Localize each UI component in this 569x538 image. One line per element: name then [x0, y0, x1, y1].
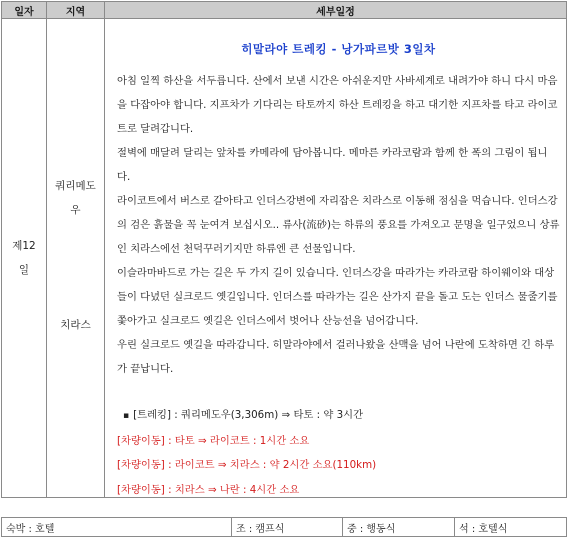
lodging-cell: 숙박 : 호텔 — [2, 518, 232, 537]
lunch-cell: 중 : 행동식 — [343, 518, 455, 537]
info-trekking-text: [트레킹] : 쿼리메도우(3,306m) ⇒ 타토 : 약 3시간 — [133, 409, 364, 421]
detail-title: 히말라야 트레킹 - 낭가파르밧 3일차 — [241, 42, 436, 56]
itinerary-table — [1, 1, 567, 498]
detail-paragraph: 라이코트에서 버스로 갈아타고 인더스강변에 자리잡은 치라스로 이동해 점심을 먹습니다. 인더스강의 검은 흙물을 꼭 눈여겨 보십시오.. 류사(流砂)는 하류의 풍요를 가져오고 문명을 일구었으니 상류인 치라스에선 천덕꾸러기지만 하류엔 큰 선물입니다. — [117, 195, 560, 255]
day-cell — [2, 19, 47, 498]
info-drive-1: [차량이동] : 타토 ⇒ 라이코트 : 1시간 소요 — [117, 434, 310, 447]
info-trekking — [117, 403, 560, 429]
header-day: 일자 — [2, 2, 47, 19]
region-cell — [47, 19, 105, 498]
transport-info — [117, 403, 560, 502]
header-region: 지역 — [47, 2, 105, 19]
footer-row — [2, 518, 567, 537]
detail-body — [117, 69, 560, 381]
breakfast-cell: 조 : 캠프식 — [232, 518, 343, 537]
detail-paragraph: 절벽에 매달려 달리는 앞차를 카메라에 담아봅니다. 메마른 카라코람과 함께 한 폭의 그림이 됩니다. — [117, 147, 548, 183]
info-drive-2: [차량이동] : 라이코트 ⇒ 치라스 : 약 2시간 소요(110km) — [117, 459, 377, 471]
day-row — [2, 19, 567, 498]
bullet-icon: ▪ — [123, 411, 130, 421]
region-querymeadow: 쿼리메도우 — [55, 180, 96, 216]
header-row — [2, 2, 567, 19]
detail-paragraph: 아침 일찍 하산을 서두릅니다. 산에서 보낸 시간은 아쉬운지만 사바세계로 내려가야 하니 다시 마음을 다잡아야 합니다. 지프차가 기다리는 타토까지 하산 트레킹을 하고 대기한 지프차를 타고 라이코트로 달려갑니다. — [117, 75, 558, 135]
detail-paragraph: 이슬라마바드로 가는 길은 두 가지 길이 있습니다. 인더스강을 따라가는 카라코람 하이웨이와 대상들이 다녔던 실크로드 옛길입니다. 인더스를 따라가는 길은 산가지 끝을 돌고 도는 인더스 물줄기를 쫓아가고 실크로드 옛길은 인더스에서 벗어나 산능선을 넘어갑니다. — [117, 267, 558, 327]
day-label: 제12일 — [12, 240, 36, 276]
dinner-cell: 석 : 호텔식 — [455, 518, 567, 537]
info-drive-3: [차량이동] : 치라스 ⇒ 나란 : 4시간 소요 — [117, 483, 300, 496]
detail-paragraph: 우린 실크로드 옛길을 따라갑니다. 히말라야에서 걸러나왔을 산맥을 넘어 나란에 도착하면 긴 하루가 끝납니다. — [117, 339, 555, 375]
header-detail: 세부일정 — [105, 2, 567, 19]
detail-cell — [105, 19, 567, 498]
meal-footer — [1, 517, 567, 537]
region-chilas: 치라스 — [60, 319, 91, 331]
